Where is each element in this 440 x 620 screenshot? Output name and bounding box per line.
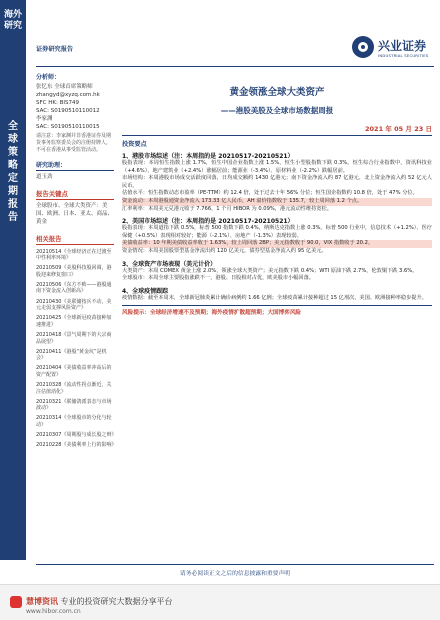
- brand-logo: [352, 34, 434, 62]
- main-content: [122, 84, 432, 316]
- left-info-column: [36, 72, 117, 449]
- sidebar-category: 海外研究: [4, 10, 23, 31]
- analyst-line: SFC HK: BIS749: [36, 100, 79, 106]
- related-report-item[interactable]: 20210328《流动性拐点渐近，关注估值消化》: [36, 382, 112, 395]
- paragraph: 汇率利率：本周美元兑港元收于 7.766，1 个月 HIBOR 为 0.09%，港元流动性维持宽松。: [122, 205, 332, 212]
- footer-banner: [0, 584, 440, 620]
- analyst-label: 分析师：: [36, 74, 61, 81]
- key-points-title: 报告关键点: [36, 189, 114, 200]
- report-type-label: 证券研究报告: [36, 46, 74, 53]
- related-report-item[interactable]: 20210228《美债利率上行的影响》: [36, 442, 117, 449]
- report-title: 黄金领涨全球大类资产: [229, 87, 325, 98]
- main-divider: [122, 135, 432, 136]
- footer-brand: 慧博资讯: [26, 597, 58, 606]
- related-reports-title: 相关报告: [36, 234, 114, 245]
- paragraph: 股指表现：本周恒生指数上涨 1.7%，恒生中国企业指数上涨 1.5%，恒生小型股指数下跌 0.3%。恒生综合行业指数中，资讯科技业（+4.6%）、地产建筑业（+2.4%）涨幅居前；能源业（-3.4%）、原材料业（-2.2%）跌幅居前。: [122, 160, 432, 174]
- related-report-item[interactable]: 20210425《全球新冠疫苗接种加速推进》: [36, 315, 112, 328]
- related-report-item[interactable]: 20210314《全球股市的分化与轮动》: [36, 415, 112, 428]
- hibor-logo-icon: [10, 596, 22, 608]
- analyst-disclaimer: 请注意：李家渊并非香港证券及期货事务监察委员会的注册持牌人，不可在香港从事受监管活动。: [36, 133, 112, 153]
- related-report-item[interactable]: 20210514《全球经济正在过渡至中性利率环境》: [36, 248, 112, 262]
- analyst-line: 李家渊: [36, 116, 53, 122]
- risk-warning: 风险提示：全球经济增速不及预期；海外疫情扩散超预期；大国博弈风险: [122, 305, 432, 316]
- paragraph: 全球股市：本周全球主要股指涨跌不一，港股、日股相对占优，欧美股市小幅回落。: [122, 275, 314, 282]
- analyst-email[interactable]: zhangyd@xyzq.com.hk: [36, 92, 100, 98]
- section-heading-covid: 4、全球疫情跟踪: [122, 287, 169, 295]
- related-report-item[interactable]: 20210321《联储鸽派表态与市场波动》: [36, 398, 112, 412]
- section-heading-us: 2、美国市场综述（注：本周指的是 20210517-20210521）: [122, 218, 294, 226]
- brand-mark-icon: [352, 36, 374, 58]
- header-divider: [36, 66, 434, 67]
- sidebar-band: [0, 0, 26, 560]
- footer-url[interactable]: www.hibor.com.cn: [26, 608, 81, 615]
- related-report-item[interactable]: 20210430《美联储按兵不动，美元走弱支撑风险资产》: [36, 298, 112, 312]
- research-assistant-label: 研究助理：: [36, 160, 114, 171]
- analyst-line: 张忆东 全球首席策略师: [36, 84, 93, 90]
- disclosure-note[interactable]: 请务必阅读正文之后的信息披露和重要声明: [36, 564, 434, 577]
- section-heading-hk: 1、港股市场综述（注：本周指的是 20210517-20210521）: [122, 153, 294, 160]
- analyst-line: SAC: S0190510110015: [36, 124, 100, 130]
- related-report-item[interactable]: 20210509《美股科技股回调，港股迎来修复窗口》: [36, 265, 112, 278]
- analyst-line: SAC: S0190510110012: [36, 108, 100, 114]
- report-subtitle: ——港股美股及全球市场数据周报: [220, 106, 334, 115]
- related-report-item[interactable]: 20210418《景气周期下的大宗商品展望》: [36, 331, 112, 345]
- key-points-text: 全球股市、全球大类资产：美国、欧洲、日本、亚太、商品、黄金: [36, 203, 114, 225]
- report-date: 2021 年 05 月 23 日: [365, 125, 432, 133]
- paragraph: 市场结构：本周港股市场成交活跃度回落，日均成交额约 1430 亿港元；南下资金净流入约 87 亿港元，北上资金净流入约 52 亿元人民币。: [122, 175, 432, 189]
- related-reports-list: [36, 248, 117, 449]
- brand-name: 兴业证券: [378, 39, 427, 53]
- paragraph: 疫情数据：截至本周末，全球新冠肺炎累计确诊病例约 1.66 亿例；全球疫苗累计接种超过 15 亿剂次，美国、欧洲接种率稳步提升。: [122, 294, 427, 301]
- paragraph: 股指表现：本周道指下跌 0.5%，标普 500 指数下跌 0.4%，纳斯达克指数上涨 0.3%。标普 500 行业中，信息技术（+1.2%）、医疗保健（+0.5%）表现相对较好；能源（-2.1%）、房地产（-1.3%）表现较弱。: [122, 225, 432, 239]
- highlighted-paragraph: 资金流动：本周港股通资金净流入 173.33 亿人民币，AH 溢价指数收于 135.7，较上周回落 1.2 个点。: [122, 198, 432, 206]
- highlighted-paragraph: 美债收益率：10 年期美债收益率收于 1.63%，较上周回落 2BP；美元指数收于 90.0，VIX 指数收于 20.2。: [122, 240, 432, 248]
- brand-name-en: INDUSTRIAL SECURITIES: [378, 53, 429, 58]
- sidebar-report-series: 全球策略定期报告: [8, 121, 18, 223]
- paragraph: 大类资产：本周 COMEX 黄金上涨 2.0%，领涨全球大类资产；美元指数下跌 0.4%；WTI 原油下跌 2.7%，伦敦铜下跌 3.6%。: [122, 267, 418, 274]
- summary-heading: 投资要点: [122, 141, 147, 148]
- section-heading-global: 3、全球资产市场表现（美元计价）: [122, 260, 217, 268]
- related-report-item[interactable]: 20210307《周期股与成长股之辩》: [36, 432, 117, 439]
- research-assistant-name: 道玉劲: [36, 174, 53, 180]
- paragraph: 估值水平：恒生指数动态市盈率（PE-TTM）约 12.4 倍，处于过去十年 56% 分位；恒生国企指数约 10.8 倍，处于 47% 分位。: [122, 190, 418, 197]
- footer-slogan: [26, 596, 173, 607]
- related-report-item[interactable]: 20210506《东方不败——港股通南下资金流入创新高》: [36, 281, 112, 295]
- related-report-item[interactable]: 20210411《港股“黄金坑”是机会》: [36, 348, 107, 362]
- paragraph: 资金情况：本周美国股票型基金净流出约 120 亿美元，债券型基金净流入约 95 亿美元。: [122, 247, 327, 254]
- related-report-item[interactable]: 20210404《美债收益率冲高后的资产配置》: [36, 365, 112, 378]
- footer-slogan-text: 专业的投资研究大数据分享平台: [60, 597, 173, 606]
